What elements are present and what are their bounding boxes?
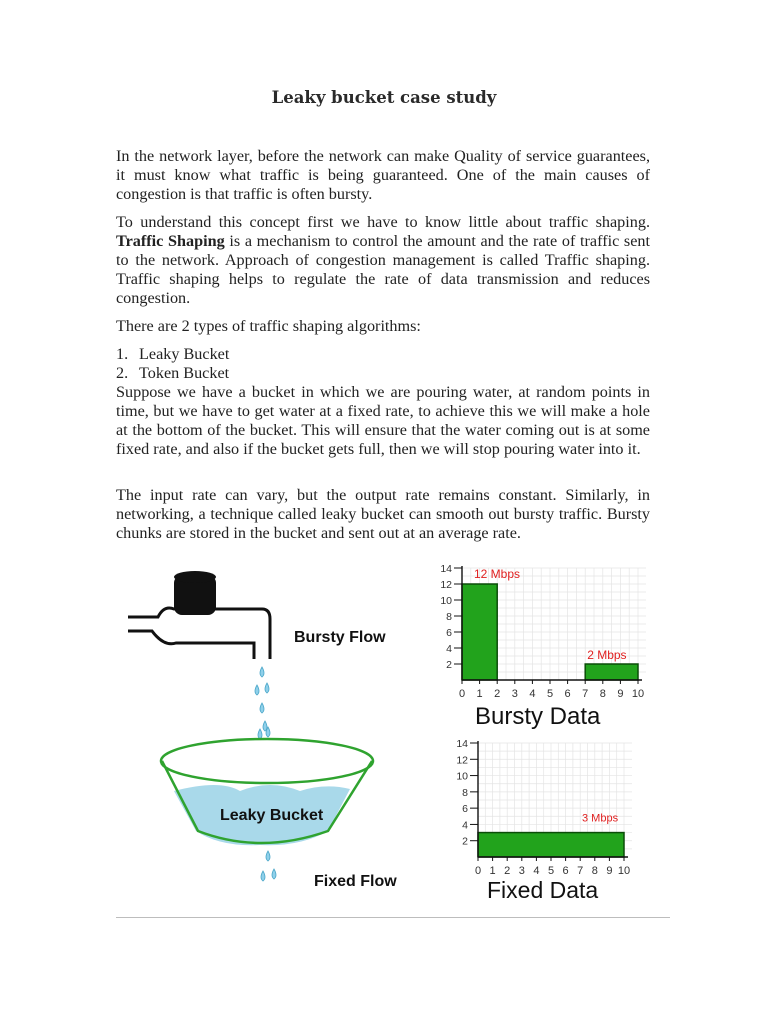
x-tick-label: 1 (489, 865, 496, 877)
x-tick-label: 1 (476, 688, 483, 700)
fixed-flow-label: Fixed Flow (314, 873, 397, 890)
x-tick-label: 7 (582, 688, 589, 700)
x-tick-label: 10 (617, 865, 631, 877)
fixed-data-chart (437, 733, 645, 905)
y-tick-label: 8 (462, 786, 468, 799)
traffic-shaping-definition: is a mechanism to control the amount and the rate of traffic sent to the network. Approach of congestion management is called Traffic shaping. Traffic shaping helps to regulate the rate of data transmission and reduces congestion. (116, 232, 651, 307)
list-text: Leaky Bucket (139, 345, 230, 363)
y-tick-label: 2 (462, 835, 468, 848)
list-text: Token Bucket (139, 364, 230, 382)
x-tick-label: 4 (529, 688, 536, 700)
x-tick-label: 2 (504, 865, 511, 877)
chart-title: Bursty Data (475, 703, 601, 730)
x-tick-label: 0 (458, 688, 466, 700)
x-tick-label: 5 (546, 688, 554, 700)
x-tick-label: 3 (511, 688, 518, 700)
tap-handle-top (174, 571, 216, 583)
list-item (116, 345, 650, 364)
list-number: 1. (116, 345, 129, 363)
page-divider (116, 917, 670, 918)
y-tick-label: 12 (440, 579, 452, 591)
y-tick-label: 8 (446, 611, 452, 623)
rate-paragraph: The input rate can vary, but the output rate remains constant. Similarly, in networking, a technique called leaky bucket can smooth out bursty traffic. Bursty chunks are stored in the bucket and sent out at an average rate. (116, 486, 650, 542)
bar-value-label: 12 Mbps (474, 567, 521, 581)
tap-pipe-lower (128, 631, 254, 659)
y-tick-label: 10 (456, 770, 468, 783)
water-drops-bursty (255, 667, 270, 739)
traffic-shaping-paragraph (116, 213, 650, 308)
bucket-rim (161, 739, 373, 783)
x-tick-label: 6 (564, 688, 571, 700)
bar (478, 833, 624, 857)
x-tick-label: 0 (474, 865, 482, 877)
algorithm-list (116, 345, 650, 383)
bucket-analogy-paragraph: Suppose we have a bucket in which we are pouring water, at random points in time, but we have to get water at a fixed rate, to achieve this we will make a hole at the bottom of the bucket. This will ensure that the water coming out is at some fixed rate, and also if the bucket gets full, then we will stop pouring water into it. (116, 383, 650, 458)
y-tick-label: 6 (446, 627, 452, 639)
x-tick-label: 3 (518, 865, 525, 877)
x-tick-label: 9 (617, 688, 624, 700)
y-tick-label: 6 (462, 803, 468, 816)
algorithms-intro: There are 2 types of traffic shaping algorithms: (116, 317, 421, 335)
page-title: Leaky bucket case study (271, 88, 497, 107)
x-tick-label: 9 (606, 865, 613, 877)
bucket-label: Leaky Bucket (220, 807, 324, 824)
list-item (116, 364, 650, 383)
y-tick-label: 4 (462, 819, 468, 832)
x-tick-label: 6 (562, 865, 569, 877)
y-tick-label: 4 (446, 643, 452, 655)
x-tick-label: 10 (631, 688, 645, 700)
bar-value-label: 2 Mbps (587, 648, 627, 662)
list-number: 2. (116, 364, 129, 382)
chart-title: Fixed Data (487, 877, 599, 903)
x-tick-label: 7 (577, 865, 584, 877)
leaky-bucket-diagram (110, 555, 430, 900)
bar-value-label: 3 Mbps (582, 812, 619, 825)
y-tick-label: 14 (440, 563, 452, 575)
y-tick-label: 14 (456, 738, 468, 750)
tap-pipe (128, 608, 270, 659)
bursty-flow-label: Bursty Flow (294, 629, 386, 646)
y-tick-label: 2 (446, 659, 452, 671)
traffic-shaping-term: Traffic Shaping (116, 232, 225, 250)
traffic-shaping-intro: To understand this concept first we have to know little about traffic shaping. (116, 213, 650, 231)
water-drops-fixed (261, 851, 276, 881)
bar (585, 664, 638, 680)
y-tick-label: 12 (456, 754, 468, 767)
x-tick-label: 5 (547, 865, 555, 877)
x-tick-label: 8 (591, 865, 598, 877)
y-tick-label: 10 (440, 595, 452, 607)
x-tick-label: 8 (599, 688, 606, 700)
x-tick-label: 4 (533, 865, 540, 877)
bar (462, 584, 497, 680)
intro-paragraph: In the network layer, before the network can make Quality of service guarantees, it must know what traffic is being guaranteed. One of the main causes of congestion is that traffic is often bursty. (116, 147, 650, 203)
x-tick-label: 2 (494, 688, 501, 700)
bursty-data-chart (420, 556, 652, 732)
